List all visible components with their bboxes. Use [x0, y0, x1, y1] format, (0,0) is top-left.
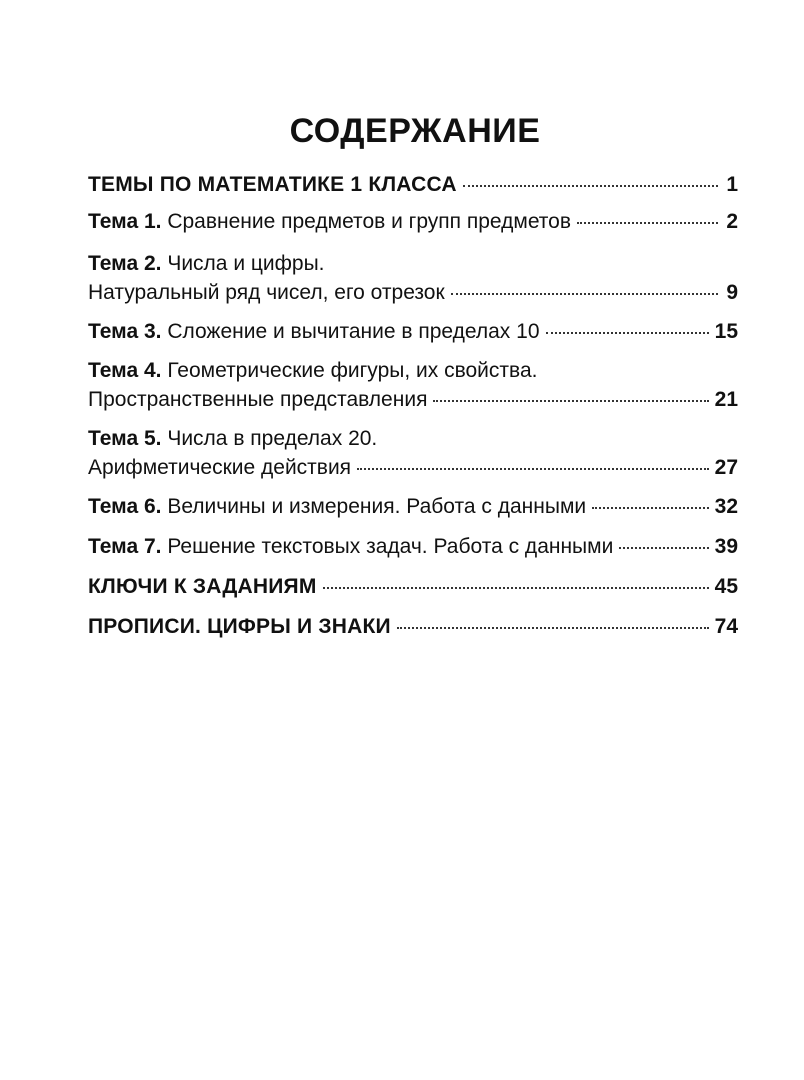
dot-leader [397, 627, 709, 629]
toc-entry-text-line1: Геометрические фигуры, их свойства. [161, 359, 538, 382]
toc-page-number: 39 [714, 535, 738, 558]
dot-leader [323, 587, 709, 589]
toc-page-number: 32 [714, 495, 738, 518]
topic-label: Тема 3. [88, 320, 162, 343]
toc-page-number: 1 [726, 173, 738, 196]
toc-entry-topic-2[interactable] [88, 249, 738, 307]
dot-leader [546, 332, 709, 334]
dot-leader [463, 185, 718, 187]
toc-page-number: 74 [714, 615, 738, 638]
dot-leader [357, 468, 709, 470]
toc-entry-text: ПРОПИСИ. ЦИФРЫ И ЗНАКИ [88, 615, 391, 638]
dot-leader [619, 547, 708, 549]
toc-page-number: 9 [726, 281, 738, 304]
toc-page-number: 45 [714, 575, 738, 598]
toc-entry-topic-1[interactable] [88, 207, 738, 236]
toc-entry-copybook[interactable] [88, 612, 738, 641]
topic-label: Тема 6. [88, 495, 162, 518]
toc-entry-topic-3[interactable] [88, 317, 738, 346]
toc-entry-text-line2: Пространственные представления [88, 388, 428, 411]
toc-page-number: 21 [714, 388, 738, 411]
toc-entry-text-line1: Числа и цифры. [161, 252, 325, 275]
toc-entry-topic-5[interactable] [88, 424, 738, 482]
toc-page-number: 27 [714, 456, 738, 479]
toc-entry-text-line2: Арифметические действия [88, 456, 352, 479]
toc-entry-text: Решение текстовых задач. Работа с данными [161, 535, 614, 558]
toc-entry-topics[interactable] [88, 170, 738, 199]
toc-entry-topic-6[interactable] [88, 492, 738, 521]
toc-entry-text: КЛЮЧИ К ЗАДАНИЯМ [88, 575, 317, 598]
toc-entry-text: Сравнение предметов и групп предметов [161, 210, 572, 233]
dot-leader [433, 400, 708, 402]
toc-entry-text-line1: Числа в пределах 20. [161, 427, 378, 450]
toc-entry-answer-keys[interactable] [88, 572, 738, 601]
page-title: СОДЕРЖАНИЕ [289, 112, 541, 150]
toc-entry-text: Величины и измерения. Работа с данными [161, 495, 587, 518]
topic-label: Тема 1. [88, 210, 162, 233]
toc-entry-text-line2: Натуральный ряд чисел, его отрезок [88, 281, 445, 304]
toc-entry-text: ТЕМЫ ПО МАТЕМАТИКЕ 1 КЛАССА [88, 173, 457, 196]
table-of-contents [88, 170, 738, 641]
topic-label: Тема 4. [88, 359, 162, 382]
toc-entry-topic-7[interactable] [88, 532, 738, 561]
toc-page-number: 15 [714, 320, 738, 343]
toc-entry-text: Сложение и вычитание в пределах 10 [161, 320, 540, 343]
topic-label: Тема 5. [88, 427, 162, 450]
dot-leader [592, 507, 709, 509]
topic-label: Тема 2. [88, 252, 162, 275]
dot-leader [577, 222, 718, 224]
toc-entry-topic-4[interactable] [88, 356, 738, 414]
dot-leader [451, 293, 718, 295]
topic-label: Тема 7. [88, 535, 162, 558]
toc-page-number: 2 [726, 210, 738, 233]
